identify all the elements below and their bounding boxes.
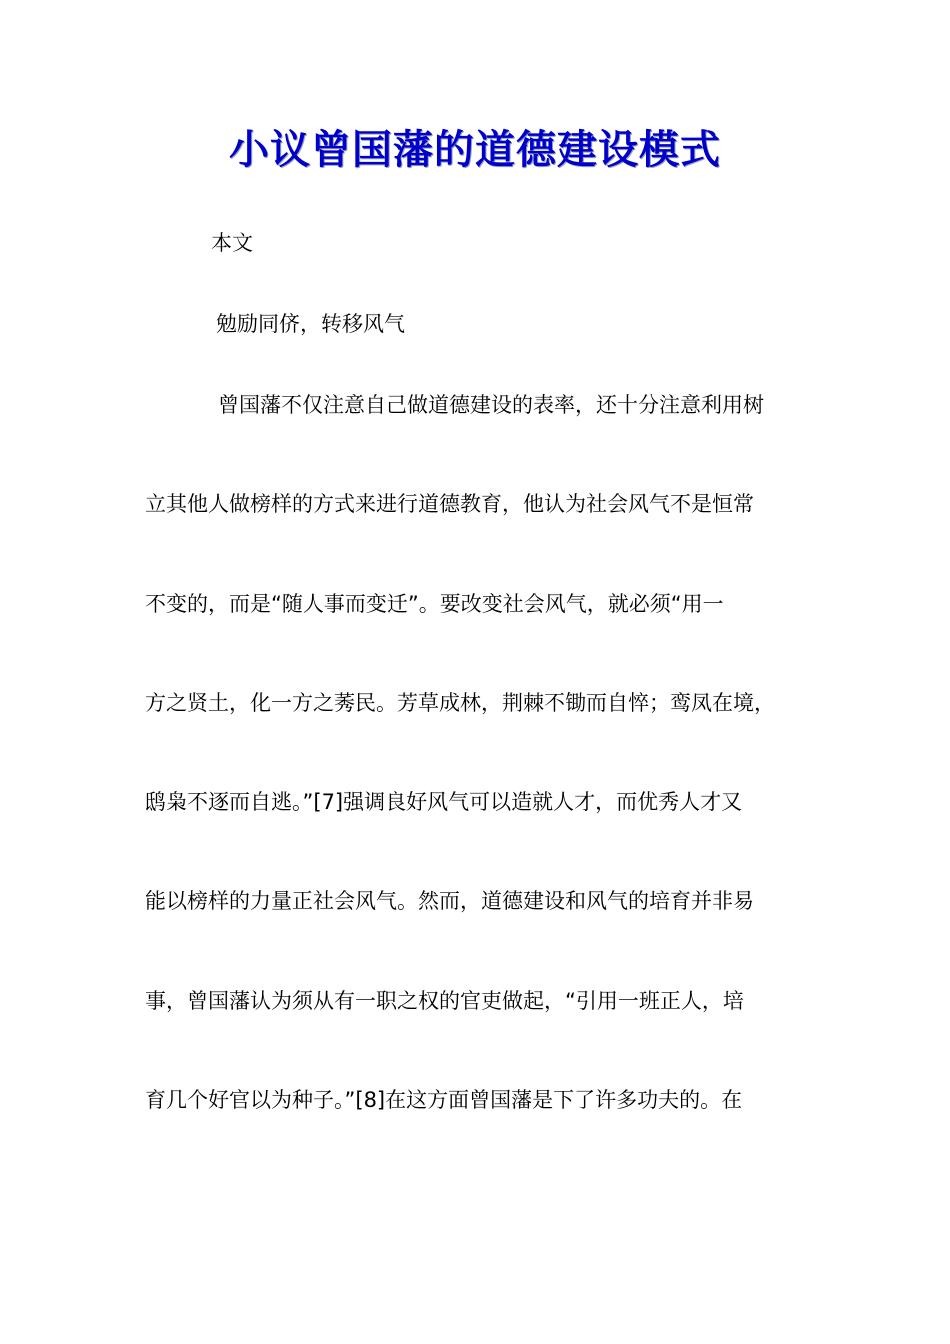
- paragraph-line: 曾国藩不仅注意自己做道德建设的表率，还十分注意利用树: [218, 393, 764, 417]
- document-label: 本文: [211, 231, 253, 255]
- paragraph-line: 不变的，而是“随人事而变迁”。要改变社会风气，就必须“用一: [145, 592, 724, 616]
- paragraph-line: 能以榜样的力量正社会风气。然而，道德建设和风气的培育并非易: [145, 889, 754, 913]
- document-title: 小议曾国藩的道德建设模式: [229, 126, 721, 173]
- paragraph-line: 方之贤土，化一方之莠民。芳草成林，荆棘不锄而自悴；鸾凤在境，: [145, 691, 775, 715]
- paragraph-line: 立其他人做榜样的方式来进行道德教育，他认为社会风气不是恒常: [145, 492, 754, 516]
- paragraph-line: 事，曾国藩认为须从有一职之权的官吏做起，“引用一班正人，培: [145, 989, 744, 1013]
- paragraph-line: 育几个好官以为种子。”[8]在这方面曾国藩是下了许多功夫的。在: [145, 1088, 743, 1112]
- section-heading: 勉励同侪，转移风气: [216, 312, 405, 336]
- paragraph-line: 鸱枭不逐而自逃。”[7]强调良好风气可以造就人才，而优秀人才又: [145, 790, 743, 814]
